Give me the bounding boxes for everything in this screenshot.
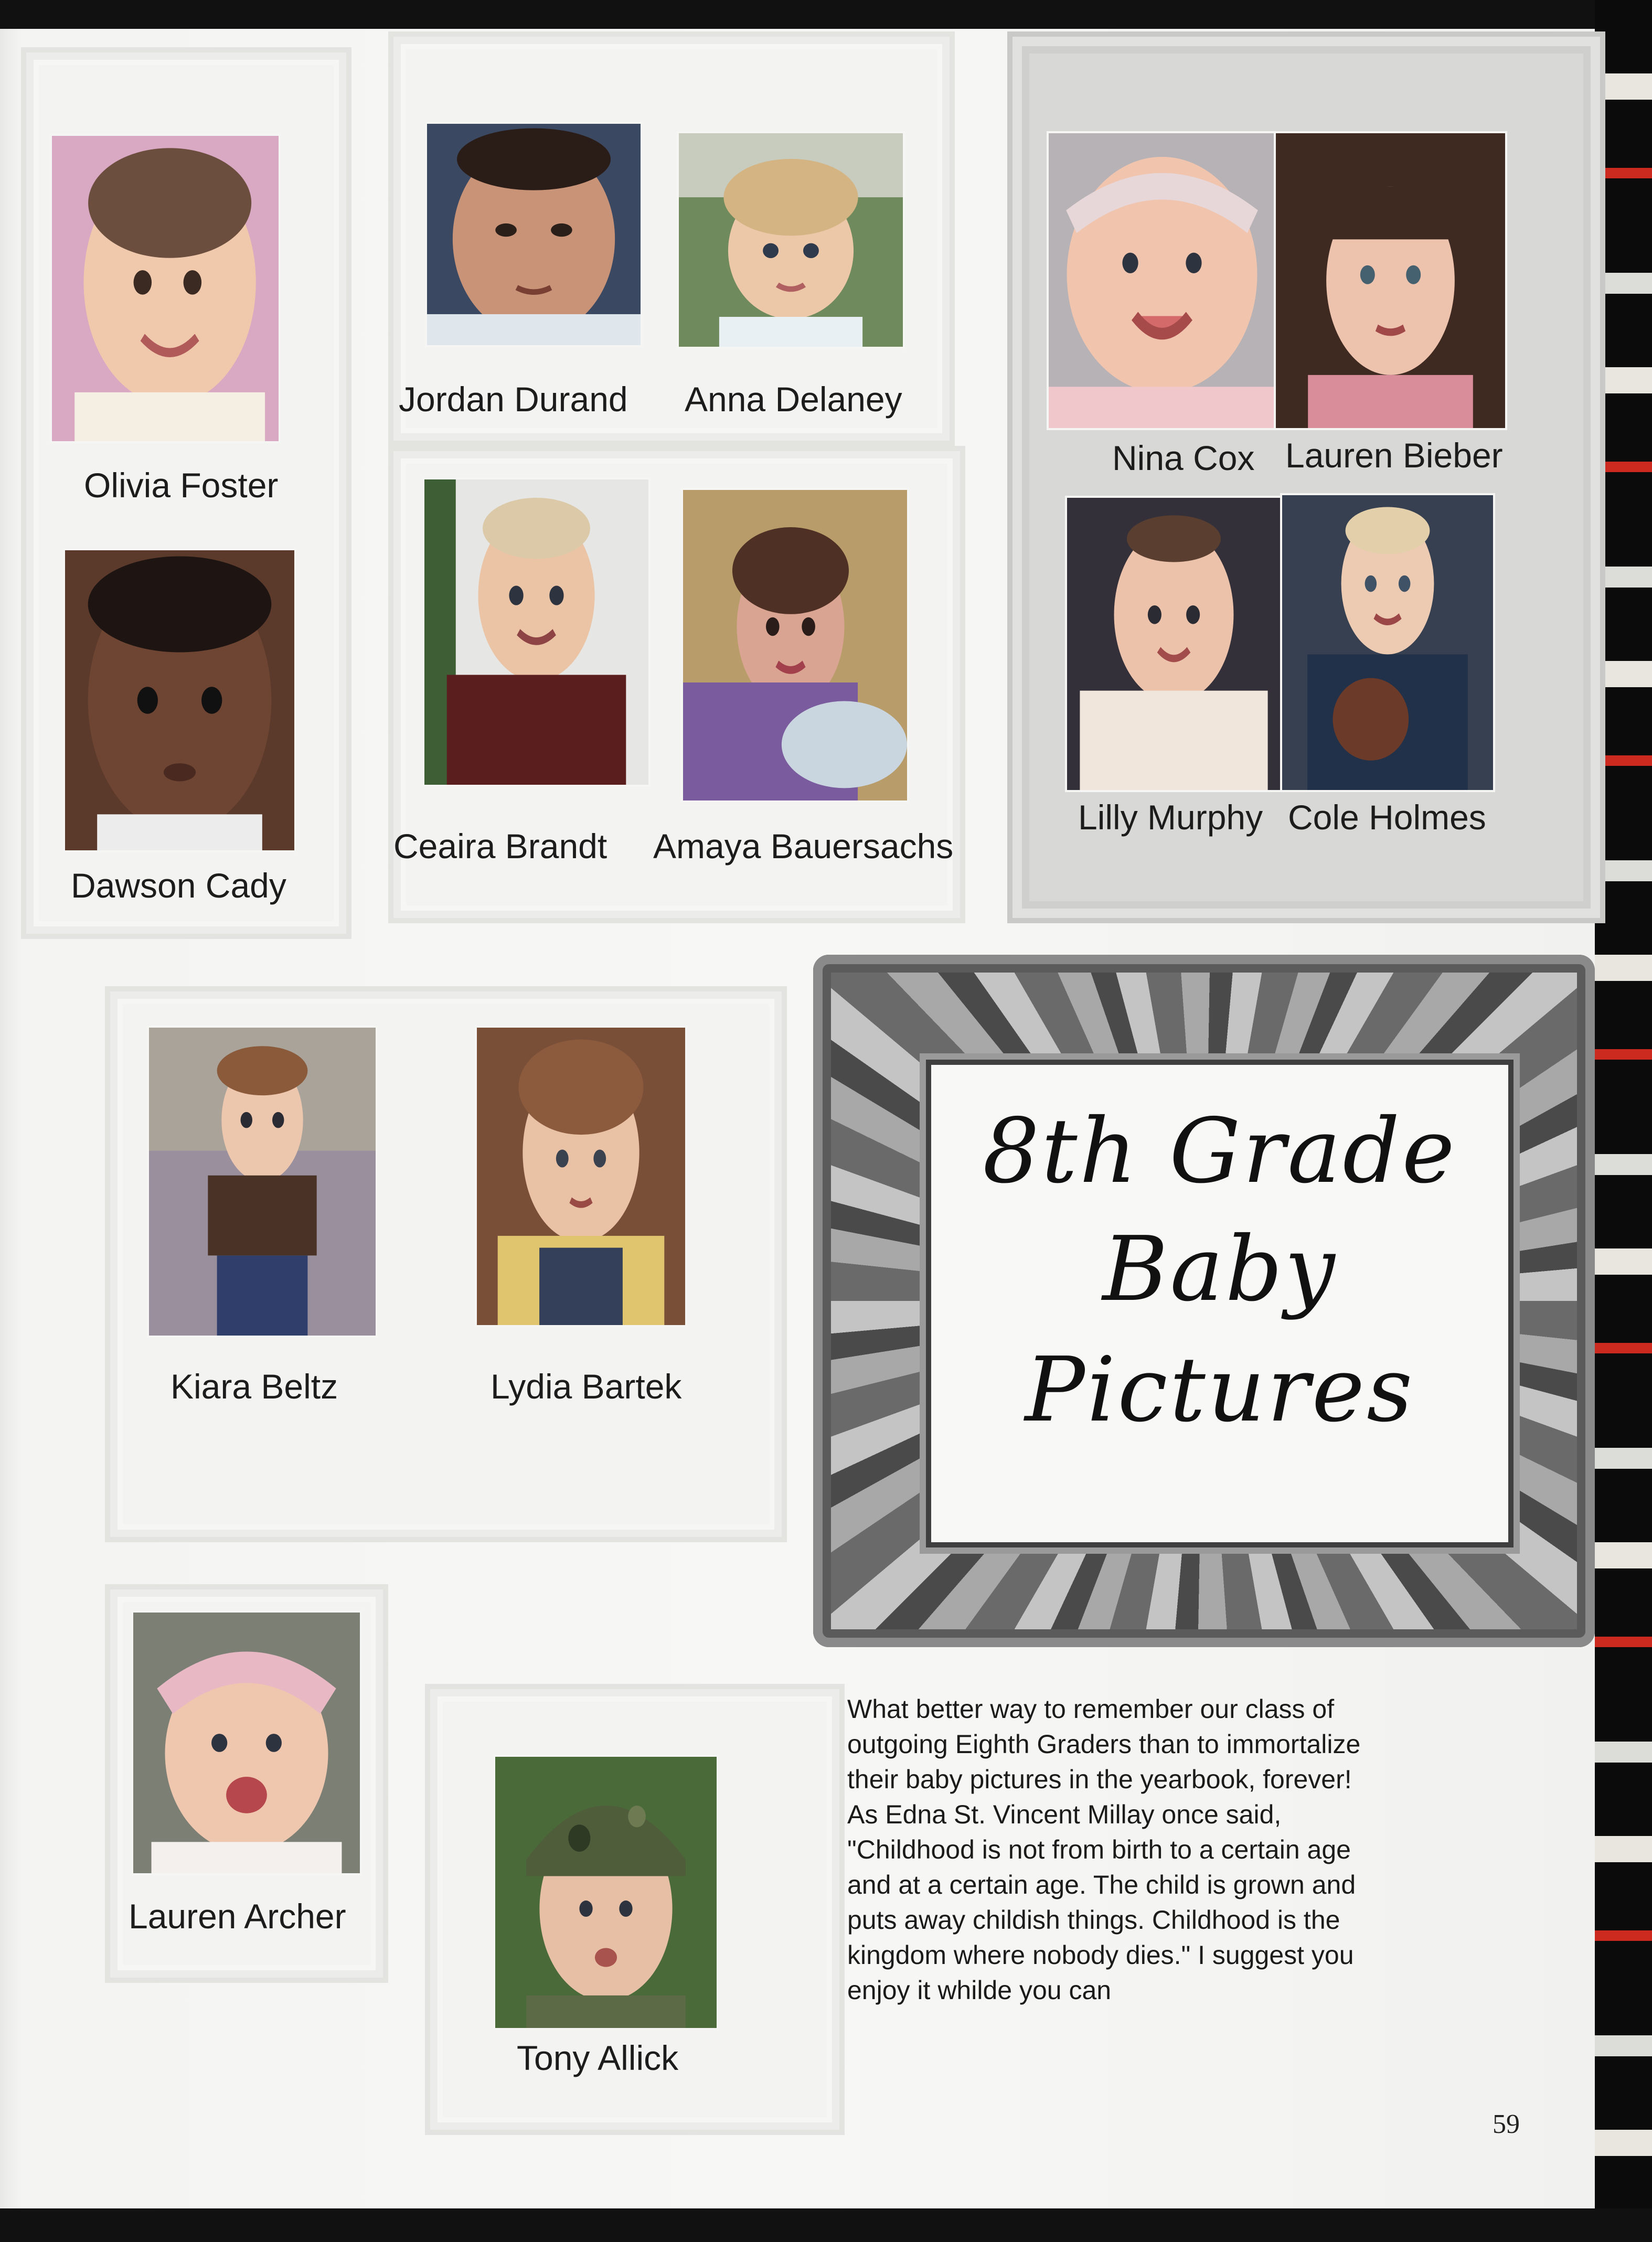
baby-photo: [1274, 131, 1507, 430]
caption-nina-cox: Nina Cox: [1112, 439, 1255, 477]
caption-ceaira-brandt: Ceaira Brandt: [393, 827, 607, 866]
baby-photo: [422, 477, 651, 787]
baby-photo: [63, 548, 296, 852]
caption-anna-delaney: Anna Delaney: [685, 380, 902, 419]
caption-lauren-archer: Lauren Archer: [129, 1897, 346, 1936]
caption-cole-holmes: Cole Holmes: [1288, 798, 1486, 837]
intro-line: enjoy it whilde you can: [847, 1976, 1112, 2005]
baby-photo: [1047, 131, 1277, 430]
baby-photo: [677, 131, 905, 349]
collage-border-top: [0, 0, 1652, 31]
intro-line: outgoing Eighth Graders than to immortalize: [847, 1729, 1361, 1759]
caption-jordan-durand: Jordan Durand: [399, 380, 628, 419]
intro-line: As Edna St. Vincent Millay once said,: [847, 1800, 1282, 1829]
caption-lauren-bieber: Lauren Bieber: [1285, 436, 1503, 475]
intro-line: "Childhood is not from birth to a certain age: [847, 1835, 1351, 1864]
collage-border-bottom: [0, 2208, 1652, 2242]
title-line-3: Pictures: [1025, 1338, 1415, 1442]
baby-photo: [1065, 496, 1283, 792]
title-line-1: 8th Grade: [983, 1099, 1457, 1203]
page-number: 59: [1493, 2109, 1520, 2139]
caption-lydia-bartek: Lydia Bartek: [491, 1367, 682, 1406]
baby-photo: [493, 1755, 719, 2030]
baby-photo: [1280, 493, 1495, 792]
intro-line: kingdom where nobody dies." I suggest you: [847, 1940, 1354, 1970]
baby-photo: [131, 1610, 362, 1875]
intro-line: What better way to remember our class of: [847, 1694, 1335, 1724]
intro-paragraph: [847, 1692, 1451, 2008]
caption-kiara-beltz: Kiara Beltz: [170, 1367, 338, 1406]
intro-line: their baby pictures in the yearbook, forever!: [847, 1765, 1352, 1794]
caption-olivia-foster: Olivia Foster: [84, 466, 279, 505]
caption-lilly-murphy: Lilly Murphy: [1078, 798, 1263, 837]
title-line-2: Baby: [1102, 1218, 1337, 1321]
intro-line: and at a certain age. The child is grown and: [847, 1870, 1356, 1899]
caption-tony-allick: Tony Allick: [517, 2038, 679, 2077]
baby-photo: [475, 1026, 687, 1327]
baby-photo: [681, 488, 909, 803]
caption-amaya-bauersachs: Amaya Bauersachs: [653, 827, 954, 866]
intro-line: puts away childish things. Childhood is the: [847, 1905, 1340, 1935]
baby-photo: [147, 1026, 378, 1338]
baby-photo: [425, 122, 643, 347]
baby-photo: [50, 134, 281, 443]
caption-dawson-cady: Dawson Cady: [71, 866, 286, 905]
